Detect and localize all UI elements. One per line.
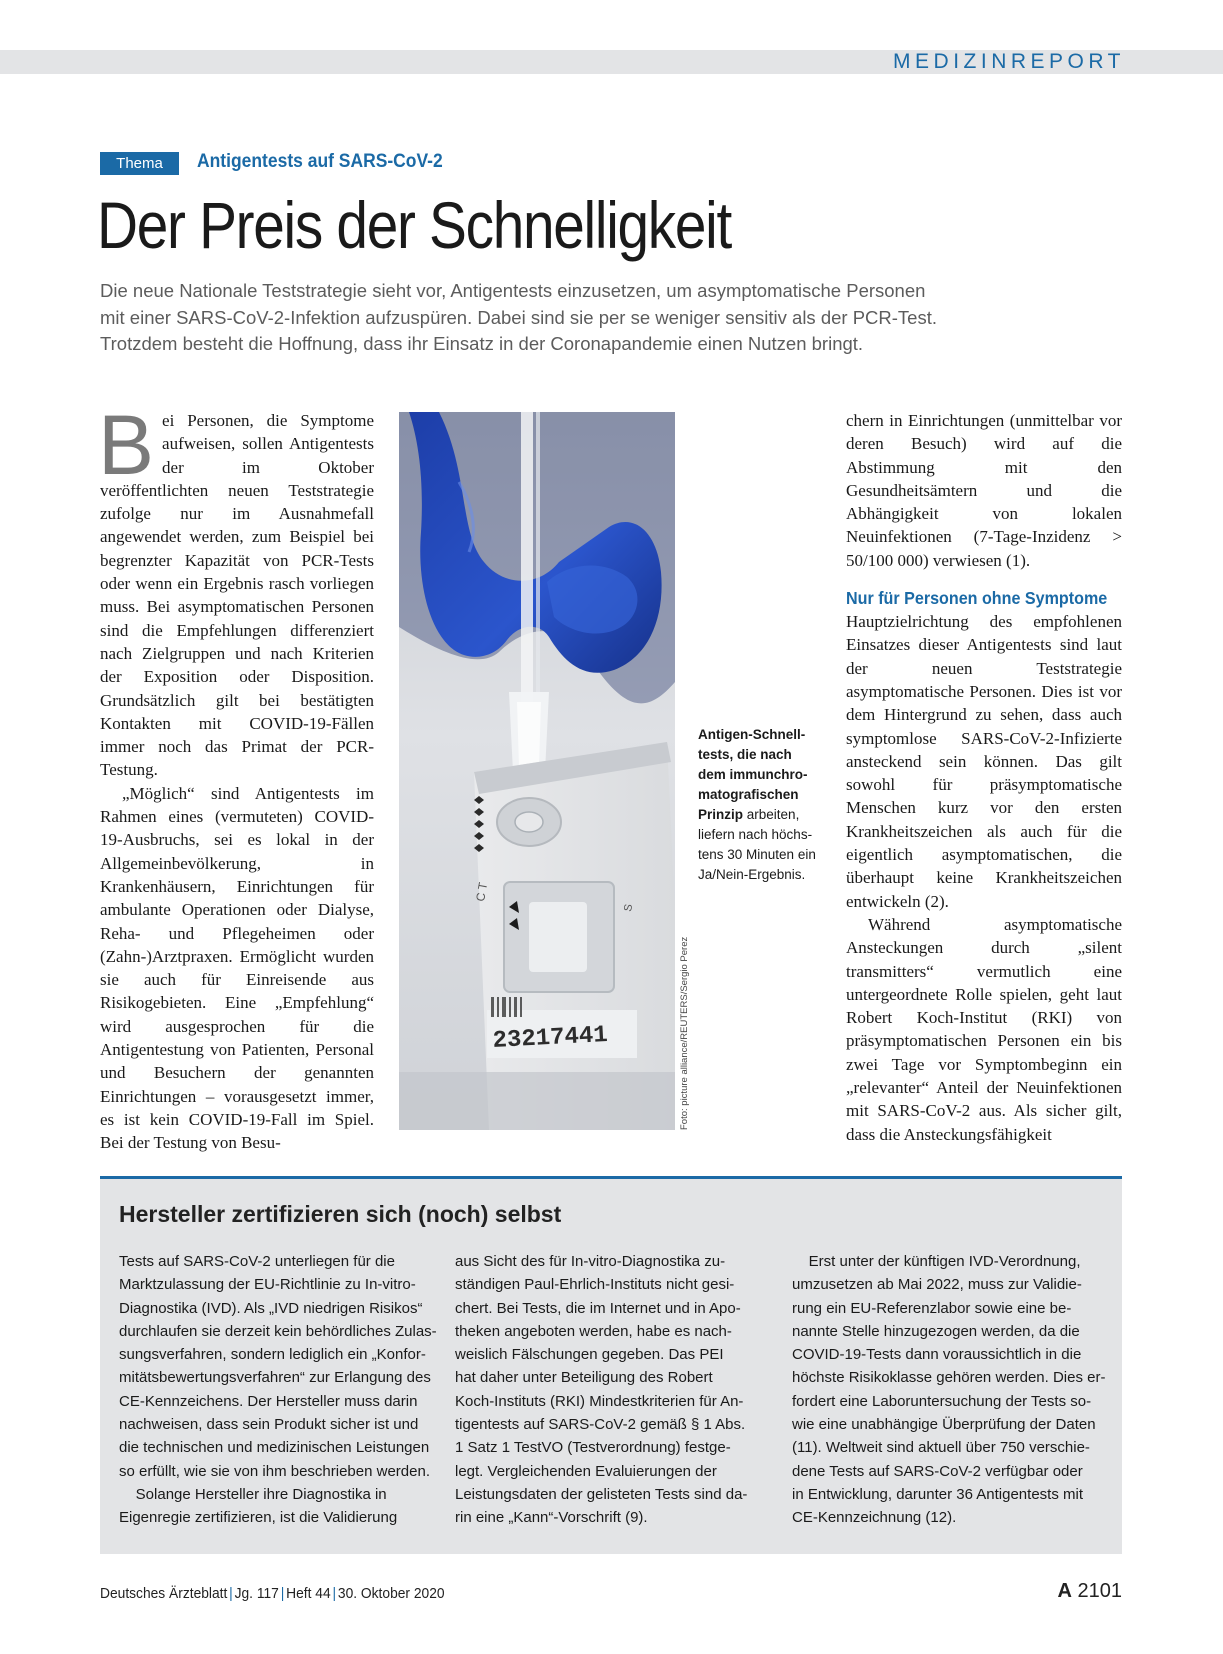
footer-separator: | — [229, 1585, 233, 1602]
footer-citation — [100, 1585, 445, 1602]
photo-credit: Foto: picture alliance/REUTERS/Sergio Perez — [679, 936, 690, 1130]
caption-bold-line: Antigen-Schnell- — [698, 727, 806, 742]
info-box-line: umzusetzen ab Mai 2022, muss zur Validie- — [792, 1276, 1082, 1294]
info-box-line: so erfüllt, wie sie von ihm beschrieben werden. — [119, 1462, 430, 1480]
info-box-line: dene Tests auf SARS-CoV-2 verfügbar oder — [792, 1462, 1083, 1480]
body-column-left — [98, 398, 374, 1155]
info-box-column-2 — [455, 1250, 765, 1530]
info-box — [100, 1176, 1122, 1554]
footer-separator: | — [332, 1585, 337, 1602]
footer-separator: | — [280, 1585, 285, 1602]
body-paragraph: chern in Einrichtungen (unmittelbar vor deren Besuch) wird auf die Abstimmung mit den Gesundheitsämtern und die Abhängigkeit von lokalen Neuinfektionen (7-Tage-Inzidenz > 50/100 000) verwiesen (1). — [846, 411, 1122, 570]
lead-line: Die neue Nationale Teststrategie sieht vor, Antigentests einzusetzen, um asymptomatische Personen — [100, 280, 926, 301]
info-box-line: Marktzulassung der EU-Richtlinie zu In-vitro- — [119, 1276, 416, 1294]
info-box-line: Diagnostika (IVD). Als „IVD niedrigen Risikos“ — [119, 1299, 423, 1317]
page-prefix: A — [1057, 1580, 1072, 1602]
info-box-line: Erst unter der künftigen IVD-Verordnung, — [792, 1253, 1081, 1270]
headline: Der Preis der Schnelligkeit — [97, 188, 731, 262]
caption-bold-line: Prinzip — [698, 807, 744, 822]
body-paragraph: Während asymptomatische Ansteckungen durch „silent transmitters“ vermutlich eine untergeordnete Rolle spielen, geht laut Robert Koch-Institut (RKI) von präsymptomatischen Personen ein bis zwei Tage vor Symptombeginn ein „relevanter“ Anteil der Neuinfektionen mit SARS-CoV-2 aus. Als sicher gilt, dass die Ansteckungsfähigkeit — [846, 914, 1122, 1144]
info-box-line: legt. Vergleichenden Evaluierungen der — [455, 1462, 717, 1480]
antigen-test-photo — [399, 412, 675, 1130]
body-text: ei Personen, die Symptome aufweisen, sollen Antigentests der im Oktober veröffentlichten neuen Teststrategie zufolge nur im Ausnahmefall angewendet werden, zum Beispiel bei begrenzter Kapazität von PCR-Tests oder wenn ein Ergebnis rasch vorliegen muss. Bei asymptomatischen Personen sind die Empfehlungen differenziert nach Zielgruppen und nach Kriterien der Exposition oder Disposition. Grundsätzlich gilt bei bestätigten Kontakten mit COVID-19-Fällen immer noch das Primat der PCR-Testung. — [100, 411, 374, 780]
info-box-line: wie eine unabhängige Überprüfung der Daten — [792, 1416, 1096, 1434]
info-box-line: Leistungsdaten der gelisteten Tests sind da- — [455, 1485, 748, 1503]
info-box-line: tigentests auf SARS-CoV-2 gemäß § 1 Abs. — [455, 1416, 746, 1434]
info-box-line: CE-Kennzeichens. Der Hersteller muss darin — [119, 1392, 418, 1410]
kicker: Antigentests auf SARS-CoV-2 — [197, 151, 443, 172]
caption-bold-line: matografischen — [698, 787, 799, 802]
body-paragraph: „Möglich“ sind Antigentests im Rahmen eines (vermuteten) COVID-19-Ausbruchs, sei es lokal in der Allgemeinbevölkerung, in Krankenhäusern, Einrichtungen für ambulante Operationen oder Dialyse, Reha- und Pflegeheimen oder (Zahn-)Arztpraxen. Ermöglicht wurden sie auch für Einreisende aus Risikogebieten. Eine „Empfehlung“ wird ausgesprochen für die Antigentestung von Patienten, Personal und Besuchern der genannten Einrichtungen – vorausgesetzt immer, es ist kein COVID-19-Fall im Spiel. Bei der Testung von Besu- — [100, 783, 374, 1153]
info-box-line: weislich Fälschungen gegeben. Das PEI — [455, 1346, 724, 1364]
lead-line: mit einer SARS-CoV-2-Infektion aufzuspüren. Dabei sind sie per se weniger sensitiv als der PCR-Test. — [100, 306, 937, 328]
subheading: Nur für Personen ohne Symptome — [846, 588, 1108, 609]
info-box-line: Tests auf SARS-CoV-2 unterliegen für die — [119, 1253, 395, 1270]
info-box-line: in Entwicklung, darunter 36 Antigentests mit — [792, 1485, 1083, 1503]
article-photo — [399, 412, 675, 1130]
photo-caption — [698, 725, 823, 885]
info-box-line: 1 Satz 1 TestVO (Testverordnung) festge- — [455, 1439, 731, 1457]
info-box-line: nannte Stelle hinzugezogen werden, da die — [792, 1322, 1080, 1340]
page-number — [1057, 1580, 1122, 1603]
caption-text: tens 30 Minuten ein — [698, 847, 816, 862]
caption-text: Ja/Nein-Ergebnis. — [698, 867, 806, 882]
info-box-line: aus Sicht des für In-vitro-Diagnostika zu- — [455, 1253, 726, 1270]
lead-paragraph — [100, 278, 1100, 358]
info-box-line: chert. Bei Tests, die im Internet und in Apo- — [455, 1299, 741, 1317]
body-paragraph: Hauptzielrichtung des empfohlenen Einsatzes dieser Antigentests sind laut der neuen Teststrategie asymptomatische Personen. Dies ist vor dem Hintergrund zu sehen, dass auch symptomlose SARS-CoV-2-Infizierte ansteckend sein können. Das gilt sowohl für präsymptomatische Menschen kurz vor den ersten Krankheitszeichen als auch für die eigentlich asymptomatischen, die überhaupt keine Krankheitszeichen entwickeln (2). — [846, 612, 1122, 911]
info-box-line: die technischen und medizinischen Leistungen — [119, 1439, 430, 1457]
footer-volume: Jg. 117 — [234, 1585, 279, 1602]
info-box-line: hat daher unter Beteiligung des Robert — [455, 1369, 713, 1387]
info-box-line: theken angeboten werden, habe es nach- — [455, 1322, 732, 1340]
caption-bold-line: dem immunchro- — [698, 767, 808, 782]
info-box-line: nachweisen, dass sein Produkt sicher ist und — [119, 1416, 419, 1434]
info-box-line: Eigenregie zertifizieren, ist die Validierung — [119, 1509, 398, 1527]
footer-issue: Heft 44 — [286, 1585, 331, 1602]
caption-text: arbeiten, — [746, 807, 800, 822]
info-box-line: durchlaufen sie derzeit kein behördliches Zulas- — [119, 1322, 437, 1340]
footer-date: 30. Oktober 2020 — [337, 1585, 445, 1602]
info-box-line: ständigen Paul-Ehrlich-Instituts nicht gesi- — [455, 1276, 735, 1294]
body-paragraph — [98, 398, 374, 782]
footer-journal: Deutsches Ärzteblatt — [100, 1585, 228, 1602]
drop-cap: B — [98, 398, 155, 492]
info-box-line: Koch-Instituts (RKI) Mindestkriterien für An- — [455, 1392, 744, 1410]
info-box-line: höchste Risikoklasse gehören werden. Dies er- — [792, 1369, 1106, 1387]
cassette-side-label: S — [622, 903, 636, 913]
info-box-line: rung ein EU-Referenzlabor sowie eine be- — [792, 1299, 1072, 1317]
info-box-line: sungsverfahren, sondern lediglich ein „Konfor- — [119, 1346, 426, 1364]
info-box-line: Solange Hersteller ihre Diagnostika in — [119, 1485, 387, 1503]
info-box-title: Hersteller zertifizieren sich (noch) selbst — [119, 1201, 562, 1227]
lead-line: Trotzdem besteht die Hoffnung, dass ihr Einsatz in der Coronapandemie einen Nutzen bringt. — [100, 333, 864, 354]
section-label: MEDIZINREPORT — [893, 50, 1125, 73]
cassette-marks: C T — [473, 881, 491, 903]
test-serial-number: 23217441 — [492, 1021, 609, 1055]
info-box-line: rin eine „Kann“-Vorschrift (9). — [455, 1509, 648, 1527]
caption-text: liefern nach höchs- — [698, 827, 813, 842]
info-box-column-3 — [792, 1250, 1106, 1530]
thema-badge: Thema — [100, 152, 179, 175]
info-box-line: (11). Weltweit sind aktuell über 750 verschie- — [792, 1439, 1090, 1457]
info-box-line: mitätsbewertungsverfahren“ zur Erlangung des — [119, 1369, 431, 1387]
info-box-column-1 — [119, 1250, 437, 1530]
info-box-line: CE-Kennzeichnung (12). — [792, 1509, 957, 1527]
body-column-right — [846, 409, 1122, 1146]
caption-bold-line: tests, die nach — [698, 747, 792, 762]
info-box-line: COVID-19-Tests dann voraussichtlich in die — [792, 1346, 1082, 1364]
page-number-value: 2101 — [1077, 1580, 1122, 1602]
info-box-line: fordert eine Laboruntersuchung der Tests so- — [792, 1392, 1092, 1410]
